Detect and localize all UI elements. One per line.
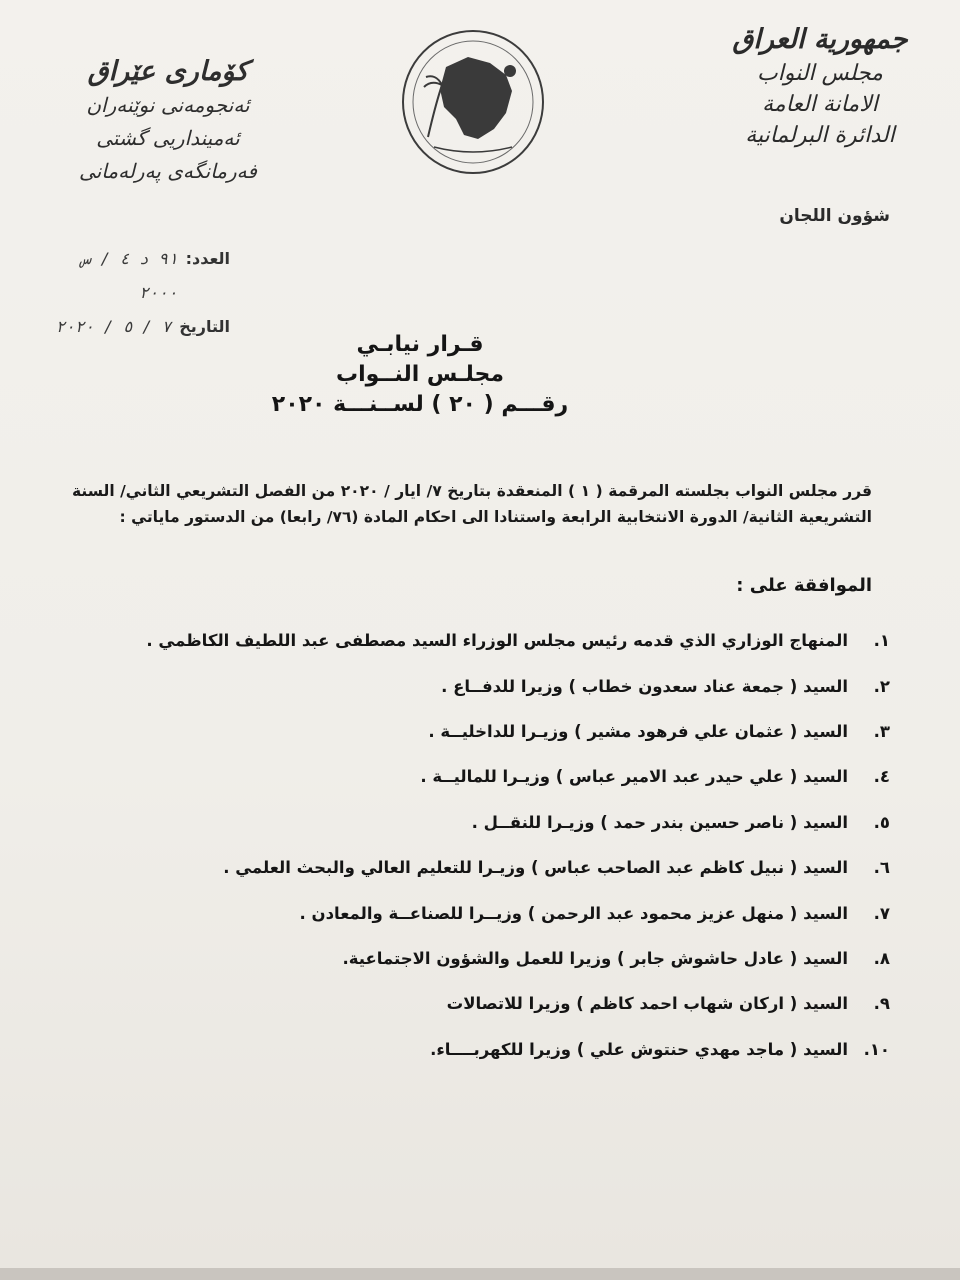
item-number: ٧. — [873, 903, 890, 923]
item-number: ٢. — [873, 676, 890, 696]
header-arabic-line-1: جمهورية العراق — [732, 24, 908, 55]
title-line-3: رقـــم ( ٢٠ ) لســنـــة ٢٠٢٠ — [271, 392, 569, 417]
item-text: السيد ( جمعة عناد سعدون خطاب ) وزيرا للدفــاع . — [441, 676, 848, 696]
date-label: التاريخ — [179, 317, 230, 336]
header-kurdish-line-4: فەرمانگەی پەرلەمانی — [79, 159, 257, 183]
header-kurdish-line-3: ئەمینداریی گشتی — [96, 126, 240, 150]
table-surface — [0, 1268, 960, 1280]
item-number: ١. — [873, 631, 890, 651]
department-label: شؤون اللجان — [779, 206, 890, 226]
item-text: السيد ( نبيل كاظم عبد الصاحب عباس ) وزيـرا للتعليم العالي والبحث العلمي . — [223, 858, 848, 878]
header-arabic-line-4: الدائرة البرلمانية — [745, 123, 895, 148]
item-number: ٨. — [873, 948, 890, 968]
item-text: السيد ( عادل حاشوش جابر ) وزيرا للعمل والشؤون الاجتماعية. — [342, 948, 848, 968]
item-text: السيد ( ناصر حسين بندر حمد ) وزيـرا للنقــل . — [471, 812, 848, 832]
title-line-2: مجلـس النــواب — [336, 362, 504, 387]
header-arabic-line-2: مجلس النواب — [757, 61, 883, 86]
item-number: ٣. — [873, 721, 890, 741]
reference-block — [40, 242, 230, 344]
item-number: ٩. — [873, 994, 890, 1014]
reference-number-label: العدد: — [185, 249, 230, 268]
item-number: ٤. — [873, 767, 890, 787]
title-line-1: قـرار نيابـي — [356, 332, 484, 357]
list-item — [130, 709, 890, 754]
header-kurdish-line-2: ئەنجومەنی نوێنەران — [86, 93, 250, 117]
item-text: السيد ( ماجد مهدي حنتوش علي ) وزيرا للكهربــــاء. — [430, 1039, 848, 1059]
item-text: السيد ( منهل عزيز محمود عبد الرحمن ) وزيــرا للصناعــة والمعادن . — [299, 903, 848, 923]
list-item — [130, 845, 890, 890]
item-text: المنهاج الوزاري الذي قدمه رئيس مجلس الوزراء السيد مصطفى عبد اللطيف الكاظمي . — [146, 631, 848, 651]
item-number: ٦. — [873, 858, 890, 878]
list-item — [130, 981, 890, 1026]
item-text: السيد ( علي حيدر عبد الامير عباس ) وزيـرا للماليــة . — [420, 767, 848, 787]
header-kurdish-line-1: كۆماری عێراق — [87, 56, 249, 87]
item-text: السيد ( عثمان علي فرهود مشير ) وزيـرا للداخليــة . — [428, 721, 848, 741]
intro-paragraph: قرر مجلس النواب بجلسته المرقمة ( ١ ) المنعقدة بتاريخ ٧/ ايار / ٢٠٢٠ من الفصل التشريعي الثاني/ السنة التشريعية الثانية/ الدورة الانتخابية الرابعة واستنادا الى احكام المادة (٧٦/ رابعا) من الدستور ماياتي : — [72, 481, 873, 526]
item-text: السيد ( اركان شهاب احمد كاظم ) وزيرا للاتصالات — [446, 994, 848, 1014]
item-number: ٥. — [873, 812, 890, 832]
decision-title — [240, 330, 600, 420]
header-kurdish — [48, 55, 288, 188]
list-item — [130, 754, 890, 799]
list-item — [130, 936, 890, 981]
approved-items-list — [130, 618, 890, 1072]
header-arabic-line-3: الامانة العامة — [762, 92, 878, 117]
header-arabic — [720, 22, 920, 151]
item-number: ١٠. — [863, 1039, 890, 1059]
list-item — [130, 663, 890, 708]
parliament-seal-icon — [398, 27, 548, 177]
list-item — [130, 1027, 890, 1072]
list-item — [130, 618, 890, 663]
reference-number-value: ٩١ د ٤ / س ٢٠٠٠ — [81, 249, 178, 302]
date-value: ٧ / ٥ / ٢٠٢٠ — [55, 317, 172, 336]
approval-heading: الموافقة على : — [736, 575, 872, 596]
list-item — [130, 800, 890, 845]
reference-number-row — [40, 242, 230, 310]
list-item — [130, 890, 890, 935]
date-row — [40, 310, 230, 344]
